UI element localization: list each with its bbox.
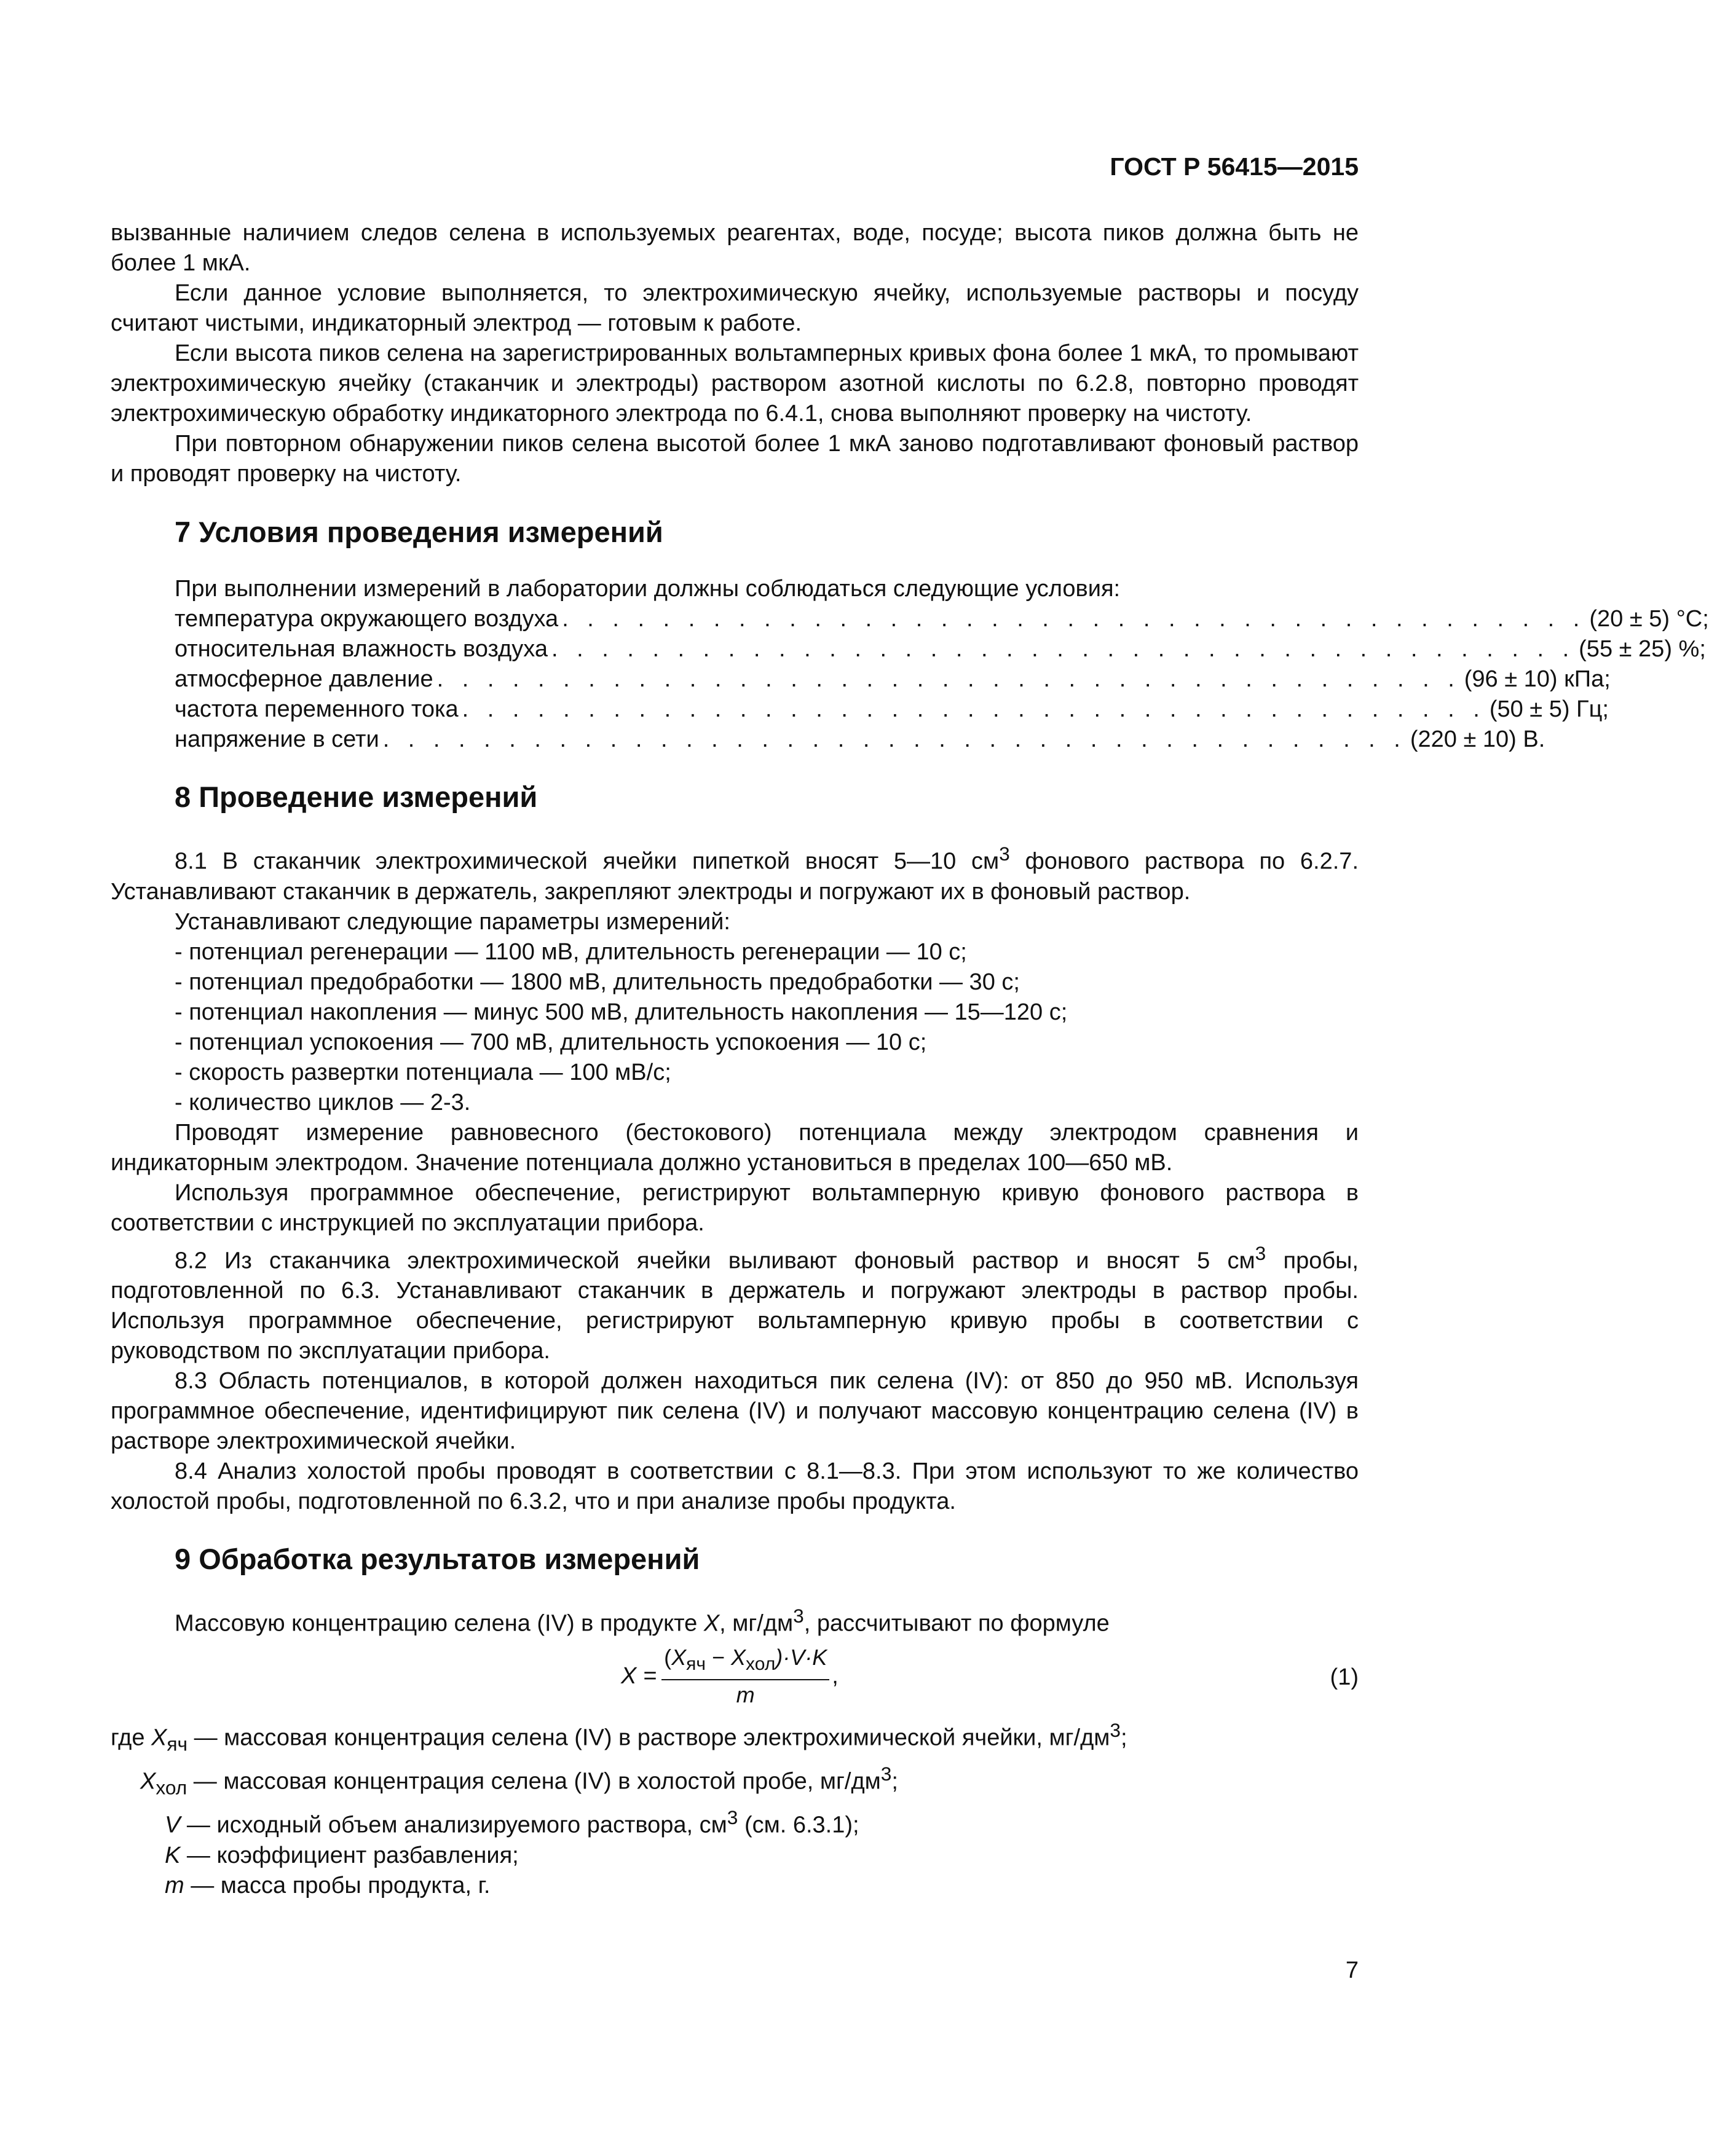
clause-text: пробы, подготовленной по 6.3. Устанавливают стаканчик в держатель и погружают электроды в раствор пробы. Используя программное обеспечение, регистрируют вольтамперную кривую пробы в соответствии с руководством по эксплуатации прибора. — [111, 1248, 1359, 1364]
legend-row — [111, 1759, 1359, 1803]
superscript: 3 — [1110, 1718, 1121, 1741]
condition-value: (20 ± 5) °С; — [1589, 606, 1709, 632]
legend-text: — массовая концентрация селена (IV) в холостой пробе, мг/дм — [187, 1768, 881, 1795]
subscript: яч — [686, 1654, 706, 1675]
software-paragraph: Используя программное обеспечение, регистрируют вольтамперную кривую фонового раствора в соответствии с инструкцией по эксплуатации прибора. — [111, 1179, 1359, 1236]
section-8-heading: 8 Проведение измерений — [175, 781, 538, 813]
equilibrium-paragraph: Проводят измерение равновесного (бестокового) потенциала между электродом сравнения и индикаторным электродом. Значение потенциала должно установиться в пределах 100—650 мВ. — [111, 1119, 1359, 1176]
intro-paragraph-2: Если данное условие выполняется, то электрохимическую ячейку, используемые растворы и посуду считают чистыми, индикаторный электрод — готовым к работе. — [111, 280, 1359, 336]
legend-row — [111, 1803, 1359, 1841]
intro-paragraph-4: При повторном обнаружении пиков селена высотой более 1 мкА заново подготавливают фоновый раствор и проводят проверку на чистоту. — [111, 431, 1359, 487]
symbol: m — [165, 1873, 184, 1899]
symbol: X — [671, 1644, 687, 1670]
condition-value: (55 ± 25) %; — [1579, 636, 1706, 662]
paren: ( — [664, 1644, 672, 1670]
legend-row — [111, 1841, 1359, 1871]
document-code: ГОСТ Р 56415—2015 — [1110, 152, 1359, 181]
param-item: - потенциал регенерации — 1100 мВ, длительность регенерации — 10 с; — [175, 938, 967, 965]
clause-8-4: 8.4 Анализ холостой пробы проводят в соответствии с 8.1—8.3. При этом используют то же количество холостой пробы, подготовленной по 6.3.2, что и при анализе пробы продукта. — [111, 1458, 1359, 1515]
clause-text: фонового раствора по 6.2.7. Устанавливают стаканчик в держатель, закрепляют электроды и погружают их в фоновый раствор. — [111, 848, 1359, 905]
conditions-intro: При выполнении измерений в лаборатории должны соблюдаться следующие условия: — [175, 576, 1121, 602]
clause-text: 8.2 Из стаканчика электрохимической ячейки выливают фоновый раствор и вносят 5 см — [175, 1248, 1255, 1274]
intro-text: , рассчитывают по формуле — [803, 1610, 1110, 1637]
condition-value: (50 ± 5) Гц; — [1489, 696, 1609, 722]
legend-row — [111, 1715, 1359, 1759]
param-item: - потенциал предобработки — 1800 мВ, длительность предобработки — 30 с; — [175, 969, 1020, 995]
formula-tail: )·V·K — [775, 1644, 827, 1670]
condition-label: частота переменного тока — [175, 696, 459, 722]
param-item: - количество циклов — 2-3. — [175, 1089, 471, 1115]
leader-dots: . . . . . . . . . . . . . . . . . . . . . . . . . . . . . . . . . . . . . . . . . — [562, 606, 1586, 632]
clause-8-3: 8.3 Область потенциалов, в которой должен находиться пик селена (IV): от 850 до 950 мВ. Используя программное обеспечение, идентифицируют пик селена (IV) и получают массовую концентрацию селена (IV) в растворе электрохимической ячейки. — [111, 1368, 1359, 1455]
condition-value: (96 ± 10) кПа; — [1464, 666, 1611, 692]
condition-row — [175, 694, 1609, 725]
operator: − — [706, 1644, 732, 1670]
superscript: 3 — [880, 1763, 892, 1785]
leader-dots: . . . . . . . . . . . . . . . . . . . . . . . . . . . . . . . . . . . . . . . . . — [436, 666, 1461, 692]
document-body — [111, 218, 1709, 1901]
params-intro: Устанавливают следующие параметры измерений: — [175, 908, 730, 935]
formula-row — [111, 1644, 1359, 1715]
condition-row — [175, 634, 1706, 664]
superscript: 3 — [999, 843, 1010, 865]
superscript: 3 — [793, 1605, 804, 1627]
condition-value: (220 ± 10) В. — [1410, 726, 1545, 752]
intro-text: , мг/дм — [719, 1610, 794, 1637]
subscript: яч — [167, 1733, 188, 1755]
symbol: X — [731, 1644, 746, 1670]
leader-dots: . . . . . . . . . . . . . . . . . . . . . . . . . . . . . . . . . . . . . . . . . — [462, 696, 1486, 722]
section-9-heading: 9 Обработка результатов измерений — [175, 1543, 700, 1576]
legend-text: — исходный объем анализируемого раствора, см — [180, 1812, 727, 1839]
legend-text: (см. 6.3.1); — [738, 1812, 859, 1839]
legend-text: — коэффициент разбавления; — [180, 1843, 519, 1869]
condition-label: атмосферное давление — [175, 666, 433, 692]
page-number: 7 — [1345, 1957, 1359, 1983]
formula-legend — [111, 1715, 1359, 1901]
param-item: - потенциал успокоения — 700 мВ, длительность успокоения — 10 с; — [175, 1029, 927, 1055]
clause-8-2 — [111, 1238, 1359, 1367]
superscript: 3 — [1255, 1241, 1266, 1264]
condition-row — [175, 664, 1611, 694]
symbol: X — [140, 1768, 156, 1795]
clause-8-1 — [111, 839, 1359, 907]
symbol: X — [151, 1725, 167, 1751]
formula — [621, 1644, 839, 1709]
legend-text: ; — [1120, 1725, 1127, 1751]
symbol: V — [165, 1812, 181, 1839]
subscript: хол — [156, 1776, 187, 1799]
condition-row — [175, 604, 1709, 634]
condition-label: напряжение в сети — [175, 726, 379, 752]
symbol: K — [165, 1843, 181, 1869]
legend-text: — массовая концентрация селена (IV) в растворе электрохимической ячейки, мг/дм — [187, 1725, 1110, 1751]
formula-fraction — [661, 1644, 829, 1709]
section-7-heading: 7 Условия проведения измерений — [175, 516, 663, 548]
legend-text: ; — [891, 1768, 898, 1795]
legend-text: — масса пробы продукта, г. — [184, 1873, 491, 1899]
intro-paragraph-1: вызванные наличием следов селена в используемых реагентах, воде, посуде; высота пиков должна быть не более 1 мкА. — [111, 220, 1359, 276]
formula-intro — [111, 1601, 1359, 1639]
condition-label: относительная влажность воздуха — [175, 636, 548, 662]
param-item: - скорость развертки потенциала — 100 мВ/с; — [175, 1059, 671, 1085]
condition-row — [175, 725, 1545, 755]
condition-label: температура окружающего воздуха — [175, 606, 559, 632]
legend-row — [111, 1871, 1359, 1901]
intro-paragraph-3: Если высота пиков селена на зарегистрированных вольтамперных кривых фона более 1 мкА, то промывают электрохимическую ячейку (стаканчик и электроды) раствором азотной кислоты по 6.2.8, повторно проводят электрохимическую обработку индикаторного электрода по 6.4.1, снова выполняют проверку на чистоту. — [111, 340, 1359, 427]
leader-dots: . . . . . . . . . . . . . . . . . . . . . . . . . . . . . . . . . . . . . . . . . — [382, 726, 1407, 752]
formula-denominator: m — [736, 1682, 755, 1708]
symbol: X — [703, 1610, 720, 1637]
formula-comma: , — [832, 1663, 839, 1690]
conditions-block — [111, 574, 1709, 755]
legend-where: где — [111, 1725, 152, 1751]
formula-numerator — [661, 1644, 829, 1680]
equation-number: (1) — [1330, 1664, 1359, 1690]
subscript: хол — [746, 1654, 776, 1675]
param-item: - потенциал накопления — минус 500 мВ, длительность накопления — 15—120 с; — [175, 999, 1068, 1025]
superscript: 3 — [727, 1806, 738, 1829]
intro-text: Массовую концентрацию селена (IV) в продукте — [175, 1610, 704, 1637]
formula-lhs: X = — [621, 1663, 657, 1690]
clause-text: 8.1 В стаканчик электрохимической ячейки пипеткой вносят 5—10 см — [175, 848, 1000, 875]
leader-dots: . . . . . . . . . . . . . . . . . . . . . . . . . . . . . . . . . . . . . . . . . — [551, 636, 1576, 662]
